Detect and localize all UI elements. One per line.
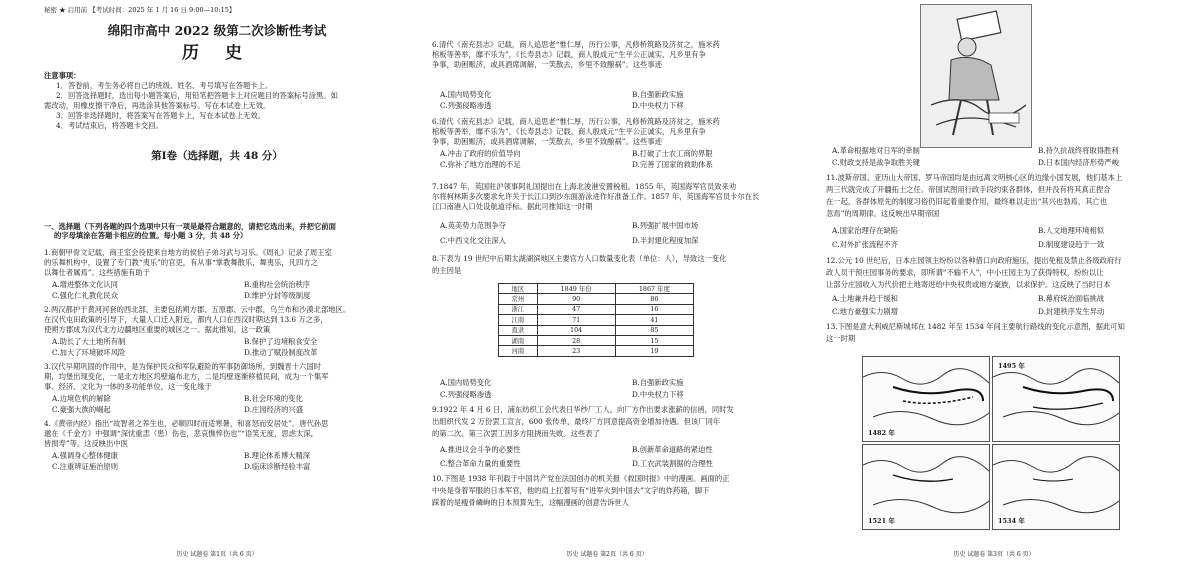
q1-option-d[interactable]: D.维护分封等级制度 — [244, 291, 311, 300]
table-cell: 23 — [537, 346, 615, 356]
page-footer: 历史 试题卷 第1页（共 6 页） — [176, 551, 258, 558]
q12-option-b[interactable]: B.幕府统治面临挑战 — [1038, 294, 1105, 303]
q6-option-d[interactable]: D.完善了国家的救助体系 — [632, 160, 713, 169]
q10-option-c[interactable]: C.财政支持是战争取胜关键 — [832, 158, 920, 167]
q6-stem-copy: 棺板等善举，靡不乐为”，《长寿县志》记载，商人殷成元“生平公正诚实，凡乡里有争 — [432, 127, 706, 136]
q2-stem: 使朔方郡成为汉代北方边疆地区重要的城区之一。据此推知，这一政策 — [44, 325, 271, 334]
notes-line: 需改动，用橡皮擦干净后，再选涂其他答案标号。写在本试卷上无效。 — [44, 101, 271, 110]
table-header-cell: 1867 年度 — [615, 284, 693, 294]
q7-option-b[interactable]: B.列强扩展中国市场 — [632, 221, 699, 230]
q11-option-b[interactable]: B.人文地理环境相似 — [1038, 226, 1105, 235]
q4-option-c[interactable]: C.注重辨证施治原则 — [52, 462, 119, 471]
route-map-1521 — [862, 444, 990, 530]
q12-option-c[interactable]: C.地方豪强实力剧增 — [832, 307, 899, 316]
route-map-1495 — [992, 356, 1120, 442]
table-cell: 直隶 — [499, 325, 538, 335]
part1-title: 第Ⅰ卷（选择题，共 48 分） — [151, 150, 283, 162]
q10-option-a[interactable]: A.革命根据地对日军的牵制 — [832, 146, 920, 155]
q13-stem: 13.下图是意大利威尼斯城邦在 1482 年至 1534 年间主要航行路线的变化示意图，据此可知 — [826, 322, 1125, 331]
table-cell: 90 — [537, 294, 615, 304]
q10-stem: 中央是身着军服的日本军官，他的肩上扛着写有“进军火到中国去”文字的炸药箱，脚下 — [432, 486, 710, 495]
notes-line: 2．回答选择题时，选出每小题答案后，用铅笔把答题卡上对应题目的答案标号涂黑。如 — [56, 91, 338, 100]
map-label-1482: 1482 年 — [868, 429, 895, 437]
q3-option-a[interactable]: A.边境危机的解除 — [52, 394, 111, 403]
page-footer: 历史 试题卷 第3页（共 6 页） — [953, 551, 1035, 558]
q6-option-a[interactable]: A.冲击了政府的价值导向 — [440, 149, 521, 158]
q6-stem-copy: 6.清代《南充县志》记载，商人追思老“惟仁厚，历行公事，凡修桥筑路及济贫之，施米药 — [432, 117, 720, 126]
notes-heading: 注意事项： — [44, 71, 81, 80]
q3-option-d[interactable]: D.庄园经济的兴盛 — [244, 405, 303, 414]
q4-stem: 4.《黄帝内经》指出“故智者之养生也，必顺四时而适寒暑，和喜怒而安居处”。唐代孙思 — [44, 419, 329, 428]
q3-stem: 3.汉代早期巩固的作用中，是为保护民众和军队避险的军事防御场所，到魏晋十六国时 — [44, 362, 321, 371]
q3-option-b[interactable]: B.社会环境的变化 — [244, 394, 303, 403]
q8-option-b[interactable]: B.自强新政实施 — [632, 378, 684, 387]
table-cell: 江南 — [499, 315, 538, 325]
q7-option-c[interactable]: C.中西文化交往深入 — [440, 236, 507, 245]
table-cell: 104 — [537, 325, 615, 335]
q13-stem: 这一时期 — [826, 334, 856, 343]
q2-option-b[interactable]: B.保护了边境粮食安全 — [244, 337, 318, 346]
q8-option-c[interactable]: C.列强侵略渗透 — [440, 390, 492, 399]
route-map-1482 — [862, 356, 990, 442]
q1-option-a[interactable]: A.增进整体文化认同 — [52, 280, 118, 289]
q9-option-d[interactable]: D.工农武装割据的合理性 — [632, 459, 713, 468]
table-cell: 常州 — [499, 294, 538, 304]
notes-line: 3．回答非选择题时，将答案写在答题卡上，写在本试卷上无效。 — [56, 111, 265, 120]
q1-stem: 以舞仕者属焉”。这些措施有助于 — [44, 268, 150, 277]
table-cell: 28 — [537, 335, 615, 345]
q3-option-c[interactable]: C.豪强大族的崛起 — [52, 405, 111, 414]
table-cell: 86 — [615, 294, 693, 304]
q1-stem: 1.商朝甲骨文记载，商王室会役使来自地方的侯伯子弟习武与习乐。《周礼》记录了周王室 — [44, 248, 332, 257]
q9-stem: 出组织代发 2 万份罢工宣言，600 张传单，最终厂方同意提高资金增加待遇。但该厂同年 — [432, 417, 721, 426]
q4-option-a[interactable]: A.强调身心整体健康 — [52, 451, 118, 460]
secret-line: 秘密 ★ 启用前 【考试时间：2025 年 1 月 16 日 9:00—10:15】 — [44, 6, 236, 14]
q2-stem: 2.两汉都护于黄河河套的西北部，主要包括朔方郡、五原郡、云中郡，乌兰布和沙漠北部地区。 — [44, 305, 351, 314]
table-cell: 85 — [615, 325, 693, 335]
q5-option-c[interactable]: C.列强侵略渗透 — [440, 101, 492, 110]
q2-option-d[interactable]: D.推动了赋役制度改革 — [244, 348, 318, 357]
part1-instructions: 一、选择题（下列各题的四个选项中只有一项是最符合题意的，请把它选出来，并把它前面 — [44, 222, 336, 231]
table-cell: 浙江 — [499, 304, 538, 314]
table-row — [499, 315, 694, 325]
q10-option-b[interactable]: B.持久抗战终将取得胜利 — [1038, 146, 1119, 155]
q10-option-d[interactable]: D.日本国内经济形势严峻 — [1038, 158, 1119, 167]
q9-option-a[interactable]: A.推进议会斗争的必要性 — [440, 445, 521, 454]
q11-stem: 两三代就完成了开疆拓土之任。帝国试图用行政手段约束各群体，但并没有将其真正捏合 — [826, 185, 1111, 194]
population-table — [498, 283, 694, 357]
page-1 — [44, 0, 390, 564]
q9-option-b[interactable]: B.创新革命道路的紧迫性 — [632, 445, 713, 454]
q10-stem: 踩着的是瘦骨嶙峋的日本预算先生，这幅漫画的创意告诉世人 — [432, 498, 630, 507]
q11-option-c[interactable]: C.对外扩张流程不齐 — [832, 240, 899, 249]
q4-option-d[interactable]: D.临床诊断经验丰富 — [244, 462, 311, 471]
q8-option-d[interactable]: D.中央权力下移 — [632, 390, 684, 399]
q6-stem: 棺板等善举，靡不乐为”，《长寿县志》记载，商人殷成元“生平公正诚实，凡乡里有争 — [432, 50, 706, 59]
q7-stem: 尔将柯林斯多次要求允许关于长江口到沙东面游泳进作好准备工作。1857 年，英国海军官员卡尔在长 — [432, 192, 760, 201]
q9-stem: 的第二次、第三次罢工因多方阻挠而失败。这些表了 — [432, 429, 600, 438]
q9-stem: 9.1922 年 4 月 6 日，浦东纺织工会代表日华纱厂工人，向厂方作出要求涨薪的信函，同时发 — [432, 405, 734, 414]
q2-option-a[interactable]: A.助长了大土地所有制 — [52, 337, 126, 346]
q10-stem: 10.下图是 1938 年刊载于中国共产党在法国创办的机关报《救国时报》中的漫画。画面的正 — [432, 474, 730, 483]
route-map-1534 — [992, 444, 1120, 530]
q11-option-d[interactable]: D.制度建设趋于一致 — [1038, 240, 1105, 249]
q8-option-a[interactable]: A.国内局势变化 — [440, 378, 492, 387]
q2-stem: 在汉代屯田政策的引导下，大量人口迁入附近，都内人口在西汉时期达到 13.6 万之多， — [44, 315, 328, 324]
q6-stem: 争事，助困赈济，或具酒席调解，一笑散去，乡里不致酿祸”。这些事迹 — [432, 60, 662, 69]
q12-stem: 让部分庄园收入为代价把土地寄进给中央权贵或地方豪族，以求保护。这反映了当时日本 — [826, 280, 1111, 289]
table-cell: 71 — [537, 315, 615, 325]
page-footer: 历史 试题卷 第2页（共 6 页） — [566, 551, 648, 558]
q6-option-b[interactable]: B.打破了士农工商的界限 — [632, 149, 713, 158]
table-row — [499, 346, 694, 356]
q12-option-d[interactable]: D.封建秩序发生异动 — [1038, 307, 1105, 316]
q12-stem: 政人员干预庄园事务的要求，即所谓“不输不入”，中小庄园主为了获得特权，纷纷以让 — [826, 268, 1104, 277]
table-cell: 15 — [615, 335, 693, 345]
q1-option-b[interactable]: B.重构社会统治秩序 — [244, 280, 311, 289]
part1-instructions: 的字母填涂在答题卡相应的位置。每小题 3 分，共 48 分） — [54, 231, 248, 240]
table-row — [499, 325, 694, 335]
q3-stem: 期，均堡出现变化，一是北方地区坞壁遍布北方，二是坞壁逐渐移植民间，成为一个集军 — [44, 372, 329, 381]
q7-option-a[interactable]: A.英美势力范围争夺 — [440, 221, 506, 230]
q11-option-a[interactable]: A.国家治理存在缺陷 — [832, 226, 898, 235]
q11-stem: 在一起，各群体原先的制度习俗仍旧起着重要作用，最终难以走出“其兴也勃焉，其亡也 — [826, 197, 1108, 206]
q6-option-c[interactable]: C.弥补了地方治理的不足 — [440, 160, 521, 169]
cartoon-image — [920, 4, 1032, 148]
table-row — [499, 294, 694, 304]
q8-stem: 8.下表为 19 世纪中后期太湖湖滨地区主要官方人口数量变化表（单位：人），导致这一变化 — [432, 254, 727, 263]
table-header-cell: 1849 年份 — [537, 284, 615, 294]
table-cell: 41 — [615, 315, 693, 325]
q12-option-a[interactable]: A.土地兼并趋于缓和 — [832, 294, 898, 303]
table-header-row — [499, 284, 694, 294]
map-label-1521: 1521 年 — [868, 517, 895, 525]
q6-stem-copy: 争事，助困赈济，或具酒席调解，一笑散去，乡里不致酿祸”。这些事迹 — [432, 137, 662, 146]
q11-stem: 忽焉”的周期律。这反映出早期帝国 — [826, 209, 940, 218]
map-label-1495: 1495 年 — [998, 362, 1025, 370]
exam-title: 绵阳市高中 2022 级第二次诊断性考试 — [107, 24, 327, 38]
table-cell: 19 — [615, 346, 693, 356]
q7-option-d[interactable]: D.半封建化程度加深 — [632, 236, 699, 245]
q5-option-d[interactable]: D.中央权力下移 — [632, 101, 684, 110]
q8-stem: 的主因是 — [432, 266, 462, 275]
notes-line: 4．考试结束后，将答题卡交回。 — [56, 121, 163, 130]
q1-option-c[interactable]: C.强化仁礼教化民众 — [52, 291, 119, 300]
subject-title: 历 史 — [182, 44, 252, 62]
page-3 — [826, 0, 1162, 564]
table-header-cell: 地区 — [499, 284, 538, 294]
q7-stem: 7.1847 年，英国驻沪领事阿礼国提出在上海北浚港安置税租。1855 年，英国海军官员致来劝 — [432, 182, 737, 191]
q7-stem: 江口南港入口处设航道浮标。据此可推知这一时期 — [432, 202, 593, 211]
q2-option-c[interactable]: C.加大了环境破坏风险 — [52, 348, 126, 357]
page-2 — [432, 0, 782, 564]
cartoon-drawing — [921, 5, 1031, 147]
notes-line: 1．答卷前，考生务必将自己的班级、姓名、考号填写在答题卡上。 — [56, 81, 273, 90]
map-label-1534: 1534 年 — [998, 517, 1025, 525]
q6-stem: 6.清代《南充县志》记载，商人追思老“惟仁厚，历行公事，凡修桥筑路及济贫之，施米药 — [432, 40, 720, 49]
q5-option-a[interactable]: A.国内局势变化 — [440, 90, 492, 99]
table-cell: 河南 — [499, 346, 538, 356]
q5-option-b[interactable]: B.自强新政实施 — [632, 90, 684, 99]
q4-option-b[interactable]: B.理论体系博大精深 — [244, 451, 311, 460]
q3-stem: 事、经济、文化为一体的多功能单位，这一变化缘于 — [44, 382, 212, 391]
table-row — [499, 335, 694, 345]
q1-stem: 的乐舞机构中，设置了专门教“夷乐”的官吏，有从事“掌教舞散乐，舞夷乐，凡四方之 — [44, 258, 318, 267]
q12-stem: 12.公元 10 世纪后，日本庄园领主纷纷以各种借口向政府施压，提出免租及禁止各级政府行 — [826, 256, 1122, 265]
table-cell: 47 — [537, 304, 615, 314]
q9-option-c[interactable]: C.整合革命力量的重要性 — [440, 459, 521, 468]
table-row — [499, 304, 694, 314]
q11-stem: 11.波斯帝国、亚历山大帝国、罗马帝国均是由远离文明核心区的边缘小国发展，他们基本上 — [826, 173, 1123, 182]
q4-stem: 皆损寿”等。这反映出中医 — [44, 439, 128, 448]
table-cell: 16 — [615, 304, 693, 314]
table-cell: 湖南 — [499, 335, 538, 345]
q4-stem: 邈在《千金方》中强调“深忧重恚（患）伤也，悲哀憔悴伤也”“语笑无度，思虑太深， — [44, 429, 318, 438]
